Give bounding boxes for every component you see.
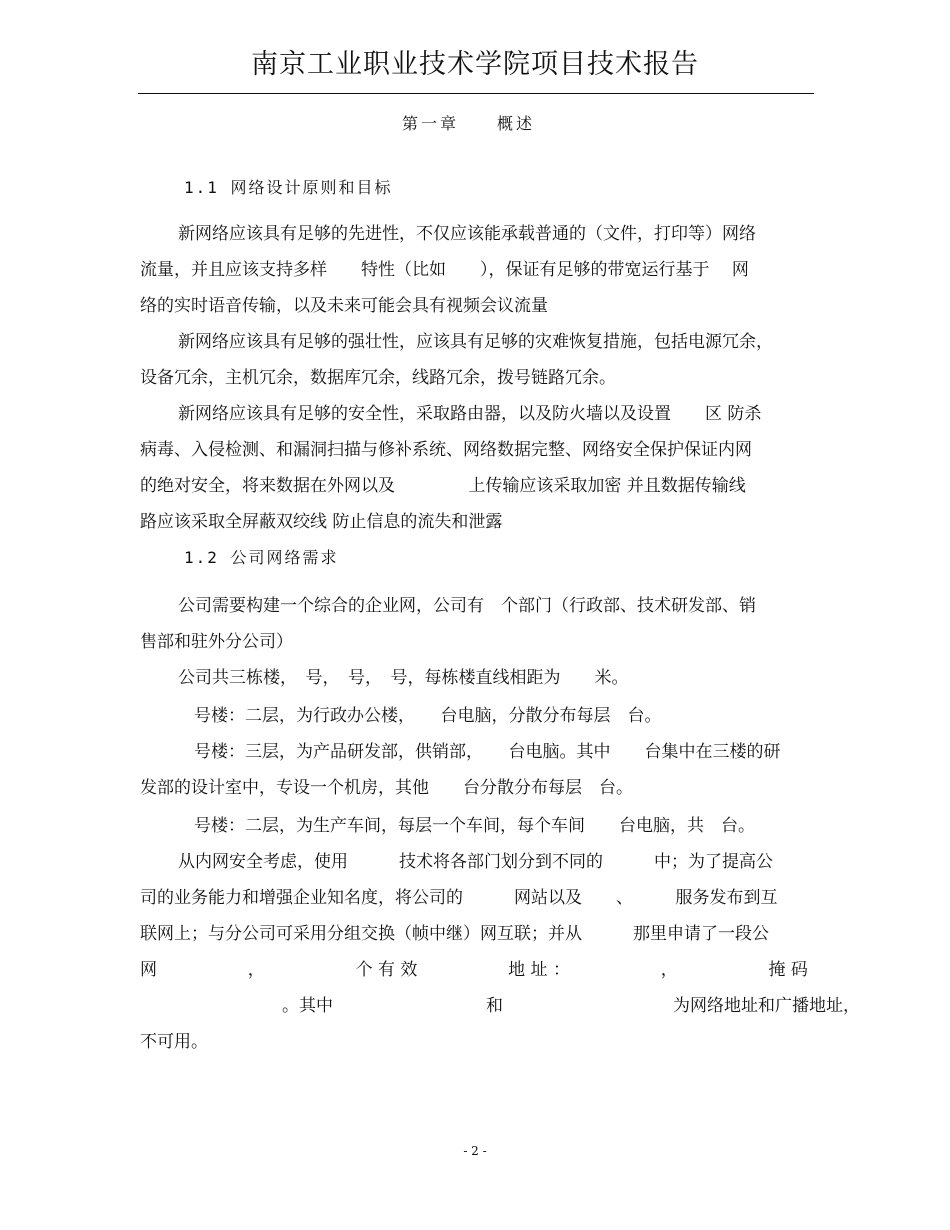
paragraph-line-spread bbox=[140, 958, 808, 982]
paragraph-line: 从内网安全考虑，使用 技术将各部门划分到不同的 中；为了提高公 bbox=[178, 852, 773, 872]
paragraph-line: 联网上；与分公司可采用分组交换（帧中继）网互联；并从 那里申请了一段公 bbox=[140, 924, 769, 944]
paragraph-line: 公司共三栋楼， 号， 号， 号，每栋楼直线相距为 米。 bbox=[178, 668, 629, 688]
spread-text: ， bbox=[247, 960, 265, 980]
spread-text: ， bbox=[660, 960, 678, 980]
report-header-title: 南京工业职业技术学院项目技术报告 bbox=[251, 49, 699, 80]
spread-text: 网 bbox=[140, 960, 157, 980]
paragraph-line: 的绝对安全，将来数据在外网以及 上传输应该采取加密 并且数据传输线 bbox=[140, 476, 746, 496]
paragraph-line: 络的实时语音传输，以及未来可能会具有视频会议流量 bbox=[140, 296, 548, 316]
paragraph-line: 路应该采取全屏蔽双绞线 防止信息的流失和泄露 bbox=[140, 512, 503, 532]
paragraph-line: 公司需要构建一个综合的企业网，公司有 个部门（行政部、技术研发部、销 bbox=[178, 596, 756, 616]
page-number: - 2 - bbox=[463, 1144, 487, 1158]
paragraph-line: 流量，并且应该支持多样 特性（比如 ），保证有足够的带宽运行基于 网 bbox=[140, 260, 749, 280]
paragraph-line: 。其中 和 为网络地址和广播地址， bbox=[282, 996, 860, 1016]
paragraph-line: 设备冗余，主机冗余，数据库冗余，线路冗余，拨号链路冗余。 bbox=[140, 368, 616, 388]
paragraph-line: 售部和驻外分公司） bbox=[140, 632, 293, 652]
section-heading-1-1: 1.1 网络设计原则和目标 bbox=[184, 178, 393, 197]
paragraph-line: 号楼：二层，为行政办公楼， 台电脑，分散分布每层 台。 bbox=[194, 706, 662, 726]
paragraph-line: 新网络应该具有足够的先进性，不仅应该能承载普通的（文件，打印等）网络 bbox=[178, 224, 756, 244]
paragraph-line: 新网络应该具有足够的强壮性，应该具有足够的灾难恢复措施，包括电源冗余， bbox=[178, 332, 773, 352]
section-heading-1-2: 1.2 公司网络需求 bbox=[184, 548, 339, 567]
paragraph-line: 号楼：二层，为生产车间，每层一个车间，每个车间 台电脑，共 台。 bbox=[194, 816, 755, 836]
spread-text: 个 有 效 bbox=[355, 960, 418, 980]
spread-text: 地 址 ： bbox=[508, 960, 570, 980]
paragraph-line: 发部的设计室中，专设一个机房，其他 台分散分布每层 台。 bbox=[140, 778, 633, 798]
paragraph-line: 病毒、入侵检测、和漏洞扫描与修补系统、网络数据完整、网络安全保护保证内网 bbox=[140, 440, 752, 460]
spread-text: 掩 码 bbox=[768, 960, 808, 980]
paragraph-line: 不可用。 bbox=[140, 1032, 208, 1052]
paragraph-line: 新网络应该具有足够的安全性，采取路由器，以及防火墙以及设置 区 防杀 bbox=[178, 404, 762, 424]
chapter-name: 概述 bbox=[497, 114, 536, 133]
header-divider bbox=[138, 93, 814, 94]
paragraph-line: 号楼：三层，为产品研发部，供销部， 台电脑。其中 台集中在三楼的研 bbox=[194, 742, 781, 762]
paragraph-line: 司的业务能力和增强企业知名度，将公司的 网站以及 、 服务发布到互 bbox=[140, 888, 778, 908]
chapter-number: 第一章 bbox=[402, 114, 460, 133]
